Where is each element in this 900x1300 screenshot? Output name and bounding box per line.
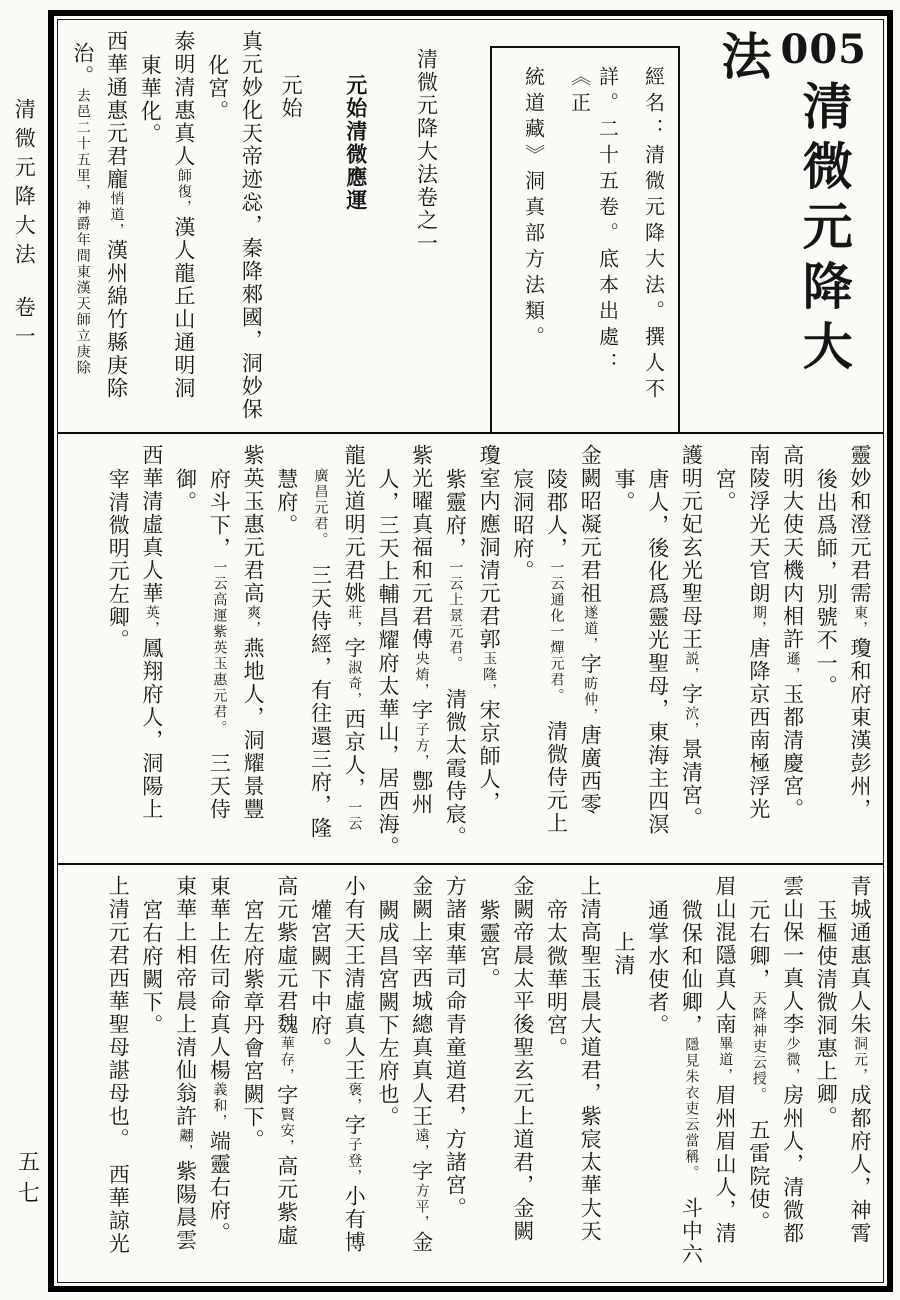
folio-page-number: 五七 — [14, 1150, 40, 1212]
body-text: 紫陽晨雲 — [173, 1160, 198, 1252]
annotation-text: 遂道， — [582, 605, 599, 653]
text-column — [171, 468, 199, 859]
body-text: 金闕昭凝元君祖 — [578, 444, 603, 605]
annotation-text: 一云上景元君。 — [447, 560, 464, 665]
text-column — [744, 899, 772, 1278]
body-text: 小有天王清虛真人王 — [342, 875, 367, 1082]
body-text: 端靈右府。 — [207, 1130, 232, 1245]
body-text: 詳。二十五卷。底本出處：《正 — [567, 66, 620, 378]
body-text: 東華上佐司命真人楊 — [207, 875, 232, 1082]
text-column — [272, 468, 300, 859]
body-text: 高明大使天機内相許 — [780, 444, 805, 651]
text-column — [205, 468, 233, 859]
body-text: 元始 — [279, 74, 304, 120]
body-text: 宮。 — [713, 468, 738, 514]
text-column — [643, 899, 671, 1278]
text-column — [441, 875, 469, 1278]
annotation-text: 説， — [683, 651, 700, 683]
text-column — [640, 66, 668, 414]
body-text: 通掌水使者。 — [645, 899, 670, 1037]
text-column — [710, 468, 738, 859]
text-column — [812, 468, 840, 859]
text-column — [474, 444, 502, 859]
body-text: 泰明清惠真人 — [171, 30, 196, 168]
body-text: 金 — [409, 1231, 434, 1254]
body-text: 陵郡人， — [544, 468, 569, 560]
body-text: 闕成昌宮闕下左府也。 — [375, 899, 400, 1129]
body-text: 玉都清慶宮。 — [780, 683, 805, 821]
body-text: 東華化。 — [138, 54, 163, 146]
body-text: 唐人，後化爲靈光聖母，東海主四溟 — [645, 468, 670, 836]
annotation-text: 方平， — [413, 1183, 430, 1231]
body-text: 高元紫虛元君魏 — [274, 875, 299, 1036]
body-text: 玉樞使清微洞惠上卿。 — [814, 899, 839, 1129]
annotation-text: 賢安， — [278, 1107, 295, 1155]
annotation-text: 一云 — [346, 800, 363, 832]
body-text: 靈妙和澄元君需 — [848, 444, 872, 605]
body-text: 護明元妃玄光聖母王 — [679, 444, 704, 651]
text-column — [643, 468, 671, 859]
annotation-text: 華存， — [278, 1036, 295, 1084]
body-text: 漢州綿竹縣庚除 — [104, 239, 129, 400]
doc-number: 005 — [780, 26, 867, 73]
annotation-text: 玉隆， — [481, 651, 498, 699]
annotation-text: 廣昌元君。 — [312, 468, 329, 541]
body-text: 字 — [409, 1160, 434, 1183]
body-text: 雲山保一真人李 — [780, 875, 805, 1036]
main-title: 清微元降大法 — [713, 30, 854, 380]
body-text: 宋京師人， — [477, 699, 502, 814]
text-column — [710, 875, 738, 1278]
body-text: 元右卿， — [746, 899, 771, 991]
body-text: 金闕帝晨太平後聖玄元上道君，金闕 — [510, 875, 535, 1243]
text-column — [441, 468, 469, 859]
body-text: 字 — [578, 653, 603, 676]
annotation-text: 天降神吏云授。 — [750, 991, 767, 1096]
title-block — [706, 26, 868, 428]
body-text: 字 — [679, 683, 704, 706]
body-text: 眉山混隱真人南 — [713, 875, 738, 1036]
annotation-text: 師復， — [175, 168, 192, 216]
body-text: 上清 — [611, 931, 636, 977]
annotation-text: 東， — [852, 605, 868, 637]
text-column — [474, 899, 502, 1278]
text-column — [103, 875, 131, 1278]
annotation-text: 去邑二十五里，神爵年間東漢天師立庚除 — [74, 88, 91, 376]
spine-title-text: 清微元降大法 — [12, 98, 37, 272]
spine-volume: 卷一 — [12, 296, 37, 354]
annotation-text: 莊， — [346, 605, 363, 637]
text-column — [103, 468, 131, 859]
annotation-text: 少微， — [784, 1036, 801, 1084]
text-column — [566, 66, 622, 414]
text-column — [169, 30, 197, 428]
body-text: 宮右府闕下。 — [139, 899, 164, 1037]
body-text: 斗中六 — [679, 1174, 704, 1266]
text-column — [68, 42, 96, 428]
body-text: 上清高聖玉晨大道君，紫宸太華大天 — [578, 875, 603, 1243]
body-text: 西華清虛真人華 — [139, 444, 164, 605]
body-text: 微保和仙卿， — [679, 899, 704, 1037]
text-column — [171, 875, 199, 1278]
text-column — [340, 444, 368, 859]
section-bottom — [58, 865, 883, 1282]
text-column — [306, 899, 334, 1278]
body-text: 唐降京西南極浮光 — [746, 637, 771, 821]
body-text: 經名：清微元降大法。撰人不 — [641, 66, 666, 404]
annotation-text: 翽， — [177, 1128, 194, 1160]
body-text: 字 — [274, 1084, 299, 1107]
text-column — [677, 899, 705, 1278]
body-text: 眉州眉山人，清 — [713, 1084, 738, 1245]
text-column — [508, 468, 536, 859]
body-text: 紫靈府， — [443, 468, 468, 560]
text-column — [576, 875, 604, 1278]
text-column — [576, 444, 604, 859]
body-text: 字 — [409, 699, 434, 722]
text-column — [609, 468, 637, 859]
text-column — [373, 468, 401, 859]
body-text: 方諸東華司命青童道君，方諸宮。 — [443, 875, 468, 1220]
body-text: 三天侍經，有往還三府，隆 — [308, 541, 333, 840]
body-text: 宰清微明元左卿。 — [106, 468, 131, 652]
annotation-text: 一云通化一燀元君。 — [548, 560, 565, 697]
body-text: 紫光曜真福和元君傅 — [409, 444, 434, 651]
annotation-text: 悄道， — [108, 191, 125, 239]
text-column — [342, 74, 370, 428]
body-text: 瓊和府東漢彭州， — [848, 637, 872, 821]
body-text: 事。 — [611, 468, 636, 514]
body-text: 化宮。 — [205, 54, 230, 123]
body-text: 爟宮闕下中府。 — [308, 899, 333, 1060]
text-column — [373, 899, 401, 1278]
section-middle — [58, 434, 883, 865]
annotation-text: 央焴， — [413, 651, 430, 699]
body-text: 統道藏》洞真部方法類。 — [521, 66, 546, 352]
text-column — [520, 66, 548, 414]
text-column — [276, 74, 304, 428]
annotation-text: 子方， — [413, 722, 430, 770]
text-column — [508, 875, 536, 1278]
bottom-text-columns — [103, 875, 873, 1278]
annotation-text: 昉仲， — [582, 676, 599, 724]
annotation-text: 子登， — [346, 1137, 363, 1185]
annotation-text: 遜， — [784, 651, 801, 683]
annotation-text: 泬， — [683, 706, 700, 738]
body-text: 高元紫虛 — [274, 1155, 299, 1247]
text-column — [306, 468, 334, 859]
body-text: 三天侍 — [207, 729, 232, 821]
annotation-text: 義和， — [211, 1082, 228, 1130]
body-text: 金闕上宰西城總真真人王 — [409, 875, 434, 1128]
body-text: 小有博 — [342, 1185, 367, 1254]
annotation-text: 隱見朱衣吏云當稱。 — [683, 1037, 700, 1174]
spine-title — [11, 98, 36, 354]
text-column — [845, 875, 873, 1278]
text-column — [102, 30, 130, 428]
text-column — [237, 30, 265, 428]
body-text: 上清元君西華聖母諶母也。 西華諒光 — [106, 875, 131, 1256]
body-text: 南陵浮光天官朗 — [746, 444, 771, 605]
middle-text-columns — [103, 444, 873, 859]
body-text: 宮左府紫章丹會宮闕下。 — [241, 899, 266, 1152]
body-text: 唐廣西零 — [578, 724, 603, 816]
body-text: 御。 — [173, 468, 198, 514]
body-text: 府斗下， — [207, 468, 232, 560]
body-text: 清微元降大法卷之一 — [414, 48, 439, 255]
annotation-text: 期， — [750, 605, 767, 637]
text-column — [238, 899, 266, 1278]
body-text: 真元妙化天帝迹惢，秦降郲國，洞妙保 — [239, 30, 264, 421]
body-text: 治。 — [70, 42, 95, 88]
text-column — [407, 875, 435, 1278]
text-column — [205, 875, 233, 1278]
text-column — [203, 54, 231, 428]
body-text: 景清宮。 — [679, 738, 704, 830]
text-column — [845, 444, 873, 859]
text-column — [137, 444, 165, 859]
text-column — [609, 931, 637, 1278]
body-text: 五雷院使。 — [746, 1096, 771, 1234]
body-text: 人，三天上輔昌耀府太華山，居西海。 — [375, 468, 400, 859]
text-column — [542, 468, 570, 859]
text-column — [778, 875, 806, 1278]
annotation-text: 畢道， — [717, 1036, 734, 1084]
text-column — [137, 899, 165, 1278]
body-text: 西華通惠元君龐 — [104, 30, 129, 191]
body-text: 龍光道明元君姚 — [342, 444, 367, 605]
body-text: 瓊室内應洞清元君郭 — [477, 444, 502, 651]
text-column — [272, 875, 300, 1278]
scripture-info-box — [490, 46, 680, 434]
body-text: 字 — [342, 1114, 367, 1137]
annotation-text: 遠， — [413, 1128, 430, 1160]
body-text: 鄷州 — [409, 770, 434, 816]
body-text: 燕地人，洞耀景豐 — [241, 637, 266, 821]
section-top — [58, 20, 883, 434]
body-text: 紫靈宮。 — [477, 899, 502, 991]
text-column — [412, 48, 440, 428]
body-text: 宸洞昭府。 — [510, 468, 535, 583]
body-text: 清微侍元上 — [544, 697, 569, 835]
text-column — [677, 444, 705, 859]
body-text: 成都府人，神霄 — [848, 1084, 872, 1245]
body-text: 鳳翔府人，洞陽上 — [139, 637, 164, 821]
annotation-text: 一云高運紫英玉惠元君。 — [211, 560, 228, 729]
body-text: 漢人龍丘山通明洞 — [171, 216, 196, 400]
body-text: 帝太微華明宮。 — [544, 899, 569, 1060]
body-text: 元始清微應運 — [343, 74, 369, 212]
annotation-text: 爽， — [245, 605, 262, 637]
body-text: 西京人， — [342, 708, 367, 800]
annotation-text: 英， — [143, 605, 160, 637]
body-text: 青城通惠真人朱 — [848, 875, 872, 1036]
top-text-columns — [58, 30, 440, 428]
body-text: 字 — [342, 637, 367, 660]
text-column — [58, 52, 62, 428]
text-column — [238, 444, 266, 859]
text-column — [542, 899, 570, 1278]
page-frame-inner — [57, 19, 884, 1283]
text-column — [812, 899, 840, 1278]
text-column — [744, 444, 772, 859]
page-frame — [48, 10, 893, 1292]
text-column — [340, 875, 368, 1278]
text-column — [135, 54, 163, 428]
body-text: 後出爲師，別號不一。 — [814, 468, 839, 698]
spine-area — [0, 0, 48, 1300]
body-text: 東華上相帝晨上清仙翁許 — [173, 875, 198, 1128]
body-text: 房州人，清微都 — [780, 1084, 805, 1245]
text-column — [778, 444, 806, 859]
body-text: 紫英玉惠元君高 — [241, 444, 266, 605]
body-text: 慧府。 — [274, 468, 299, 537]
annotation-text: 洞元， — [852, 1036, 868, 1084]
body-text: 清微太霞侍宸。 — [443, 665, 468, 849]
text-column — [407, 444, 435, 859]
annotation-text: 褒， — [346, 1082, 363, 1114]
annotation-text: 淑奇， — [346, 660, 363, 708]
